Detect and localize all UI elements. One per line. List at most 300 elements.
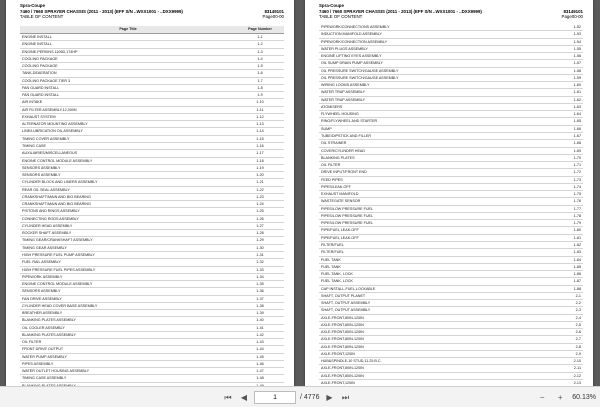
row-page-number: 1-62 <box>573 97 581 102</box>
table-row <box>20 208 284 215</box>
row-title: CRANKSHAFT/MAIN AND BIG BEARING <box>22 194 91 199</box>
row-page-number: 1-9 <box>257 93 263 98</box>
table-row <box>319 39 583 46</box>
row-page-number: 1-34 <box>256 274 264 279</box>
row-title: ENGINE CONTROL MODULE ASSEMBLY <box>22 158 93 163</box>
table-row <box>319 322 583 329</box>
table-row <box>319 111 583 118</box>
model-title: 7460 / 7660 SPRAYER CHASSIS (2011 - 2013) (EFF S/N ..WXX1001 - ..DXX9999) <box>319 8 482 14</box>
row-title: FUEL RAIL ASSEMBLY <box>22 260 61 265</box>
row-title: PIPE/FUEL LEAK-OFF <box>321 235 359 240</box>
row-title: EXHAUST MANIFOLD <box>321 192 359 197</box>
table-row <box>20 194 284 201</box>
table-row <box>319 300 583 307</box>
row-title: WATER OUTLET HOUSING ASSEMBLY <box>22 369 90 374</box>
table-row <box>319 235 583 242</box>
row-title: SUMP <box>321 126 332 131</box>
row-title: OIL FILTER <box>22 340 42 345</box>
row-page-number: 1-47 <box>256 369 264 374</box>
table-row <box>20 332 284 339</box>
row-page-number: 1-17 <box>256 151 264 156</box>
table-row <box>319 293 583 300</box>
row-title: ROCKER SHAFT ASSEMBLY <box>22 231 72 236</box>
row-title: OIL FILTER <box>321 163 341 168</box>
row-page-number: 1-30 <box>256 245 264 250</box>
table-row <box>319 213 583 220</box>
row-title: WATER TRAP ASSEMBLY <box>321 97 366 102</box>
table-row <box>319 336 583 343</box>
page-header <box>319 3 583 20</box>
table-row <box>20 354 284 361</box>
row-page-number: 1-87 <box>573 279 581 284</box>
row-page-number: 1-2 <box>257 42 263 47</box>
table-row <box>20 230 284 237</box>
row-title: FRONT DRIVE OUTPUT <box>22 347 64 352</box>
row-page-number: 1-19 <box>256 165 264 170</box>
row-title: OIL COOLER ASSEMBLY <box>22 325 65 330</box>
row-page-number: 1-24 <box>256 202 264 207</box>
row-page-number: 1-32 <box>256 260 264 265</box>
row-page-number: 1-81 <box>573 235 581 240</box>
table-row <box>319 191 583 198</box>
row-page-number: 1-64 <box>573 112 581 117</box>
row-title: TIMING GEAR ASSEMBLY <box>22 245 67 250</box>
table-row <box>319 184 583 191</box>
row-page-number: 1-53 <box>573 32 581 37</box>
table-row <box>20 223 284 230</box>
table-row <box>20 63 284 70</box>
row-page-number: 1-85 <box>573 264 581 269</box>
table-row <box>20 179 284 186</box>
row-title: AIR INTAKE <box>22 100 43 105</box>
row-title: CYLINDER BLOCK AND LINERS ASSEMBLY <box>22 180 98 185</box>
row-page-number: 1-42 <box>256 332 264 337</box>
page-navigator <box>222 391 351 404</box>
toc-table <box>319 24 583 387</box>
table-row <box>319 68 583 75</box>
row-page-number: 2-10 <box>573 359 581 364</box>
row-page-number: 1-82 <box>573 242 581 247</box>
row-page-number: 1-16 <box>256 143 264 148</box>
row-title: FAN GUARD INSTALL <box>22 85 60 90</box>
row-title: ENGINE CONTROL MODULE ASSEMBLY <box>22 282 93 287</box>
row-title: TANK-DEAERATION <box>22 71 57 76</box>
row-title: FUEL TANK <box>321 257 341 262</box>
row-title: BLANKING PLATES ASSEMBLY <box>22 332 76 337</box>
row-page-number: 1-67 <box>573 133 581 138</box>
row-page-number: 1-12 <box>256 114 264 119</box>
model-title: 7460 / 7660 SPRAYER CHASSIS (2011 - 2013) (EFF S/N ..WXX1001 - ..DXX9999) <box>20 8 183 14</box>
viewer-toolbar <box>0 386 600 407</box>
table-row <box>20 99 284 106</box>
table-row <box>319 373 583 380</box>
toc-label: TABLE OF CONTENT <box>20 14 64 20</box>
table-row <box>20 92 284 99</box>
row-title: HIGH PRESSURE FUEL PIPES ASSEMBLY <box>22 267 96 272</box>
column-header-title: Page Title <box>119 27 137 31</box>
row-page-number: 1-38 <box>256 303 264 308</box>
table-row <box>20 310 284 317</box>
row-page-number: 1-57 <box>573 61 581 66</box>
row-title: LINE/LUBRICATION OIL ASSEMBLY <box>22 129 83 134</box>
row-title: CYLINDER HEAD ASSEMBLY <box>22 223 73 228</box>
table-row <box>20 78 284 85</box>
row-page-number: 1-69 <box>573 148 581 153</box>
table-row <box>20 237 284 244</box>
table-row <box>319 315 583 322</box>
row-page-number: 1-14 <box>256 129 264 134</box>
table-row <box>319 155 583 162</box>
row-title: AXLE-FRONT,80IN-120IN <box>321 337 364 342</box>
row-page-number: 1-74 <box>573 184 581 189</box>
row-page-number: 1-26 <box>256 216 264 221</box>
row-page-number: 2-9 <box>575 351 581 356</box>
table-row <box>319 249 583 256</box>
row-title: PIPES/LOW PRESSURE FUEL <box>321 221 374 226</box>
row-page-number: 1-6 <box>257 71 263 76</box>
doc-number: 83149101 <box>563 8 583 14</box>
page-ref: Page00-00 <box>561 14 583 20</box>
row-title: SHAFT, OUTPUT ASSEMBLY <box>321 301 371 306</box>
table-row <box>319 227 583 234</box>
row-page-number: 2-13 <box>573 381 581 386</box>
table-row <box>20 172 284 179</box>
row-title: FUEL TANK, LOCK <box>321 279 353 284</box>
next-page-icon[interactable]: ▶ <box>326 393 333 402</box>
page-number-input[interactable] <box>254 391 296 404</box>
row-title: ENGINE INSTALL <box>22 35 52 39</box>
row-title: AXLE-FRONT,80IN-120IN <box>321 344 364 349</box>
row-page-number: 1-27 <box>256 223 264 228</box>
table-row <box>319 31 583 38</box>
row-title: COOLING PACKAGE,TIER 3 <box>22 78 71 83</box>
row-page-number: 1-75 <box>573 192 581 197</box>
row-title: TIMING GEAR/CRANKSHAFT ASSEMBLY <box>22 238 93 243</box>
table-row <box>319 329 583 336</box>
row-page-number: 1-25 <box>256 209 264 214</box>
table-row <box>319 133 583 140</box>
table-row <box>20 296 284 303</box>
table-row <box>20 267 284 274</box>
row-title: BLANKING PLATES <box>321 155 355 160</box>
row-page-number: 1-18 <box>256 158 264 163</box>
row-title: WASTEGATE SENSOR <box>321 199 361 204</box>
row-page-number: 1-59 <box>573 75 581 80</box>
row-page-number: 1-70 <box>573 155 581 160</box>
row-page-number: 1-31 <box>256 252 264 257</box>
row-page-number: 1-35 <box>256 282 264 287</box>
row-title: PISTONS AND RINGS ASSEMBLY <box>22 209 80 214</box>
row-page-number: 1-77 <box>573 206 581 211</box>
row-page-number: 1-13 <box>256 122 264 127</box>
brand-title: Spra-Coupe <box>319 3 344 8</box>
row-title: DRIVE INPUT/FRONT END <box>321 170 367 175</box>
row-title: WATER PUMP ASSEMBLY <box>22 354 67 359</box>
page-header <box>20 3 284 20</box>
row-page-number: 1-41 <box>256 325 264 330</box>
document-page-right <box>305 0 593 387</box>
row-title: RING/FLYWHEEL AND STARTER <box>321 119 378 124</box>
table-row <box>20 252 284 259</box>
row-title: AXLE-FRONT,80IN-120IN <box>321 373 364 378</box>
row-page-number: 1-48 <box>256 376 264 381</box>
row-page-number: 1-3 <box>257 49 263 54</box>
table-row <box>20 187 284 194</box>
row-page-number: 1-80 <box>573 228 581 233</box>
table-row <box>319 169 583 176</box>
zoom-out-icon[interactable]: − <box>539 392 545 402</box>
row-page-number: 1-78 <box>573 213 581 218</box>
row-title: OIL PRESSURE SWITCH/GAUGE ASSEMBLY <box>321 75 399 80</box>
row-page-number: 1-73 <box>573 177 581 182</box>
row-page-number: 1-72 <box>573 170 581 175</box>
row-title: COOLING PACKAGE <box>22 64 58 69</box>
table-row <box>319 264 583 271</box>
row-title: WIRING LOOMS ASSEMBLY <box>321 83 370 88</box>
table-row <box>20 201 284 208</box>
table-row <box>20 375 284 382</box>
zoom-level[interactable]: 60.13% <box>572 393 596 401</box>
row-title: CAP INSTALL-FUEL,LOCKABLE <box>321 286 376 291</box>
row-page-number: 1-66 <box>573 126 581 131</box>
table-row <box>319 75 583 82</box>
row-page-number: 1-39 <box>256 311 264 316</box>
toc-label: TABLE OF CONTENT <box>319 14 363 20</box>
row-title: COVER/CYLINDER HEAD <box>321 148 366 153</box>
row-page-number: 1-84 <box>573 257 581 262</box>
row-title: PIPE/FUEL LEAK-OFF <box>321 228 359 233</box>
row-page-number: 1-76 <box>573 199 581 204</box>
brand-title: Spra-Coupe <box>20 3 45 8</box>
table-row <box>319 242 583 249</box>
row-title: PIPES ASSEMBLY <box>22 361 54 366</box>
row-page-number: 1-29 <box>256 238 264 243</box>
table-row <box>319 140 583 147</box>
table-row <box>20 70 284 77</box>
row-page-number: 1-15 <box>256 136 264 141</box>
row-page-number: 2-6 <box>575 330 581 335</box>
page-ref: Page00-00 <box>262 14 284 20</box>
row-page-number: 1-22 <box>256 187 264 192</box>
table-row <box>319 24 583 31</box>
table-row <box>20 136 284 143</box>
row-title: TIMING CASE ASSEMBLY <box>22 376 67 381</box>
table-row <box>319 365 583 372</box>
row-page-number: 2-4 <box>575 315 581 320</box>
row-title: AUXILIARIES/MISCELLANEOUS <box>22 151 78 156</box>
row-page-number: 2-11 <box>573 366 581 371</box>
row-title: ALTERNATOR MOUNTING ASSEMBLY <box>22 122 88 127</box>
row-title: FAN GUARD INSTALL <box>22 93 60 98</box>
row-page-number: 1-10 <box>256 100 264 105</box>
table-row <box>20 259 284 266</box>
table-row <box>319 206 583 213</box>
table-row <box>20 49 284 56</box>
row-page-number: 1-7 <box>257 78 263 83</box>
doc-number: 83149101 <box>264 8 284 14</box>
table-row <box>20 158 284 165</box>
table-body <box>319 24 583 387</box>
row-title: TIMING CASE <box>22 143 46 148</box>
row-page-number: 2-8 <box>575 344 581 349</box>
row-title: FLYWHEEL HOUSING <box>321 112 359 117</box>
table-row <box>20 85 284 92</box>
table-row <box>20 274 284 281</box>
row-title: TIMING COVER ASSEMBLY <box>22 136 70 141</box>
row-title: PIPEWORK/CONNECTIONS ASSEMBLY <box>321 25 390 29</box>
row-page-number: 1-55 <box>573 46 581 51</box>
row-page-number: 1-43 <box>256 340 264 345</box>
table-row <box>20 150 284 157</box>
row-page-number: 1-61 <box>573 90 581 95</box>
last-page-icon[interactable]: ⏭ <box>341 392 350 402</box>
table-row <box>20 245 284 252</box>
table-row <box>319 220 583 227</box>
table-row <box>20 34 284 41</box>
column-header-page: Page Number <box>248 27 272 31</box>
row-page-number: 1-28 <box>256 231 264 236</box>
table-body <box>20 34 284 387</box>
table-row <box>20 339 284 346</box>
table-row <box>319 148 583 155</box>
table-row <box>319 278 583 285</box>
row-page-number: 1-1 <box>257 35 263 39</box>
table-row <box>319 126 583 133</box>
page-total-label: / 4776 <box>300 394 320 401</box>
row-title: CONNECTING RODS ASSEMBLY <box>22 216 79 221</box>
table-row <box>319 198 583 205</box>
table-row <box>20 216 284 223</box>
row-page-number: 1-83 <box>573 250 581 255</box>
row-page-number: 1-20 <box>256 173 264 178</box>
table-row <box>319 60 583 67</box>
row-title: WATER PLUGS ASSEMBLY <box>321 46 368 51</box>
row-title: COOLING PACKAGE <box>22 56 58 61</box>
row-page-number: 1-36 <box>256 289 264 294</box>
row-title: ATOMISERS <box>321 104 343 109</box>
table-row <box>20 41 284 48</box>
row-page-number: 1-56 <box>573 54 581 59</box>
row-page-number: 1-4 <box>257 56 263 61</box>
table-row <box>319 358 583 365</box>
row-title: EXHAUST SYSTEM <box>22 114 56 119</box>
row-title: CRANKSHAFT/MAIN AND BIG BEARING <box>22 202 91 207</box>
table-row <box>319 177 583 184</box>
row-title: PIPES/LOW PRESSURE FUEL <box>321 213 374 218</box>
row-page-number: 2-2 <box>575 301 581 306</box>
table-header <box>20 26 284 34</box>
table-row <box>319 307 583 314</box>
row-title: AXLE-FRONT,120IN <box>321 351 355 356</box>
zoom-controls <box>536 391 596 403</box>
row-page-number: 1-88 <box>573 286 581 291</box>
row-title: FUEL TANK <box>321 264 341 269</box>
row-title: AXLE-FRONT,80IN-120IN <box>321 322 364 327</box>
table-row <box>20 165 284 172</box>
row-page-number: 1-52 <box>573 25 581 29</box>
table-row <box>20 281 284 288</box>
row-title: FAN DRIVE ASSEMBLY <box>22 296 62 301</box>
table-row <box>20 346 284 353</box>
previous-page-icon[interactable]: ◀ <box>240 393 248 402</box>
row-title: REAR OIL SEAL ASSEMBLY <box>22 187 70 192</box>
row-title: BREATHER ASSEMBLY <box>22 311 63 316</box>
row-page-number: 2-12 <box>573 373 581 378</box>
row-page-number: 1-45 <box>256 354 264 359</box>
table-row <box>319 46 583 53</box>
row-page-number: 1-44 <box>256 347 264 352</box>
row-title: ENGINE LIFTING EYES ASSEMBLY <box>321 54 382 59</box>
table-row <box>20 143 284 150</box>
row-title: AIR FILTER ASSEMBLY,12,000N <box>22 107 77 112</box>
row-title: OIL STRAINER <box>321 141 347 146</box>
row-title: CYLINDER HEAD COVER BASE ASSEMBLY <box>22 303 98 308</box>
row-title: AXLE-FRONT,80IN-120IN <box>321 315 364 320</box>
first-page-icon[interactable]: ⏮ <box>224 392 232 402</box>
row-title: HUB&SPINDLE-10 STUD,11.25 B.C. <box>321 359 382 364</box>
row-title: PIPEWORK ASSEMBLY <box>22 274 63 279</box>
row-title: PIPES/LEAK-OFF <box>321 184 351 189</box>
table-row <box>319 104 583 111</box>
row-title: ENGINE INSTALL <box>22 42 52 47</box>
row-title: SENSORS ASSEMBLY <box>22 173 61 178</box>
row-page-number: 1-8 <box>257 85 263 90</box>
row-title: FEED PIPES <box>321 177 343 182</box>
table-row <box>319 97 583 104</box>
row-title: SHAFT, OUTPUT PLANET <box>321 293 366 298</box>
row-page-number: 1-54 <box>573 39 581 44</box>
row-title: ENGINE-PERKINS 1106D,174HP <box>22 49 78 54</box>
row-page-number: 2-7 <box>575 337 581 342</box>
row-title: FILTER/FUEL <box>321 250 344 255</box>
table-row <box>20 288 284 295</box>
table-row <box>20 325 284 332</box>
zoom-in-icon[interactable]: + <box>557 392 563 402</box>
row-page-number: 2-1 <box>575 293 581 298</box>
row-title: SENSORS ASSEMBLY <box>22 289 61 294</box>
row-title: OIL PRESSURE SWITCH/GAUGE ASSEMBLY <box>321 68 399 73</box>
row-page-number: 1-40 <box>256 318 264 323</box>
table-row <box>20 121 284 128</box>
row-page-number: 1-37 <box>256 296 264 301</box>
table-row <box>319 257 583 264</box>
row-page-number: 1-71 <box>573 163 581 168</box>
row-page-number: 1-33 <box>256 267 264 272</box>
row-title: TUBE/DIPSTICK AND FILLER <box>321 133 371 138</box>
row-title: AXLE-FRONT,80IN-120IN <box>321 366 364 371</box>
row-title: BLANKING PLATES ASSEMBLY <box>22 318 76 323</box>
row-page-number: 1-23 <box>256 194 264 199</box>
row-page-number: 1-11 <box>256 107 264 112</box>
row-title: WATER TRAP ASSEMBLY <box>321 90 366 95</box>
row-page-number: 1-68 <box>573 141 581 146</box>
row-page-number: 1-60 <box>573 83 581 88</box>
row-page-number: 1-79 <box>573 221 581 226</box>
table-row <box>20 114 284 121</box>
row-page-number: 1-65 <box>573 119 581 124</box>
table-row <box>20 317 284 324</box>
row-title: FILTER/FUEL <box>321 242 344 247</box>
row-page-number: 1-5 <box>257 64 263 69</box>
table-row <box>319 271 583 278</box>
row-title: INDUCTION MANIFOLD ASSEMBLY <box>321 32 382 37</box>
row-title: AXLE-FRONT,120IN <box>321 381 355 386</box>
row-page-number: 1-86 <box>573 272 581 277</box>
table-row <box>319 351 583 358</box>
row-title: SHAFT, OUTPUT ASSEMBLY <box>321 308 371 313</box>
table-row <box>319 89 583 96</box>
toc-table <box>20 26 284 387</box>
